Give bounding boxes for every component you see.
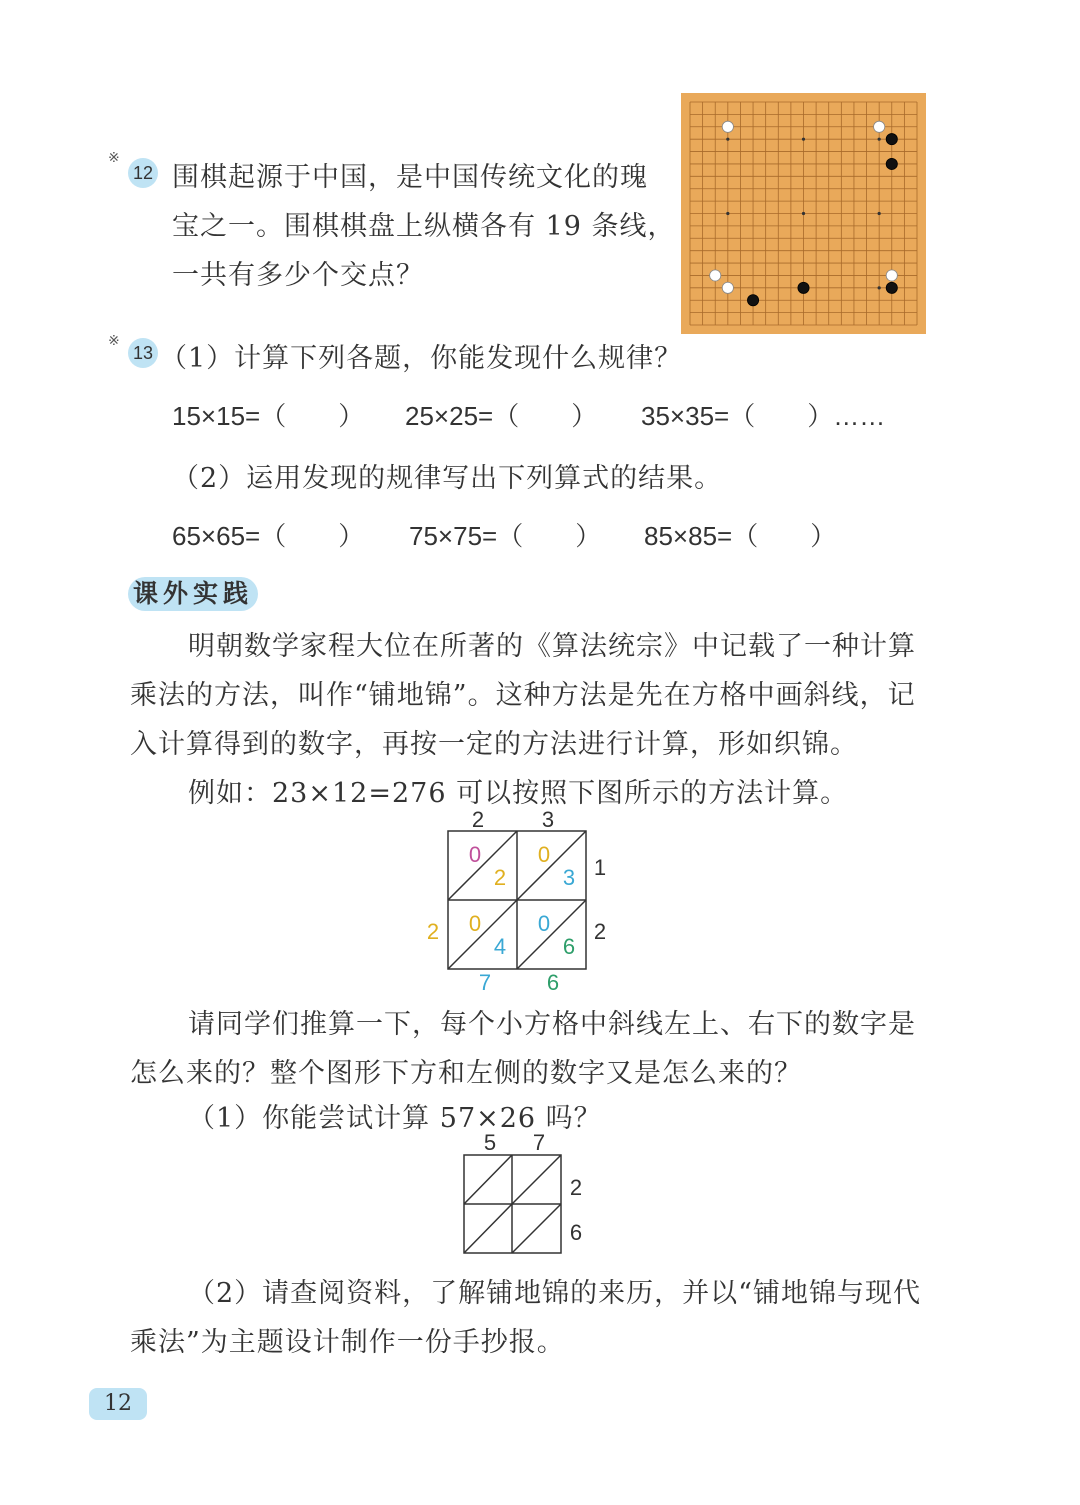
star-point (802, 212, 805, 215)
black-stone (886, 158, 897, 169)
cell-tens-digit: 0 (468, 911, 482, 936)
expression: 75×75=（ ） (409, 521, 602, 551)
right-digit: 2 (569, 1175, 583, 1200)
star-point (802, 138, 805, 141)
right-digit: 6 (569, 1220, 583, 1245)
question-number-badge: 13 (128, 338, 158, 368)
star-point (878, 138, 881, 141)
top-digit: 2 (471, 807, 485, 832)
cell-tens-digit: 0 (468, 842, 482, 867)
question-13-part-1: （1）计算下列各题，你能发现什么规律？ (160, 343, 683, 374)
section-title: 课外实践 (128, 577, 258, 611)
white-stone (722, 121, 733, 132)
expression: 15×15=（ ） (172, 401, 365, 431)
expression: 65×65=（ ） (172, 521, 365, 551)
black-stone (886, 282, 897, 293)
right-digit: 2 (593, 919, 607, 944)
black-stone (886, 134, 897, 145)
bottom-digit: 7 (478, 970, 492, 995)
expression: 85×85=（ ） (644, 521, 837, 551)
white-stone (710, 270, 721, 281)
expression: 35×35=（ ）…… (641, 401, 886, 431)
lattice-grid-example (420, 805, 640, 995)
top-digit: 7 (532, 1130, 546, 1155)
task-2-line-2: 乘法”为主题设计制作一份手抄报。 (130, 1327, 565, 1358)
cell-ones-digit: 2 (493, 865, 507, 890)
example-line: 例如：23×12=276 可以按照下图所示的方法计算。 (188, 778, 849, 809)
left-digit: 2 (426, 919, 440, 944)
white-stone (722, 282, 733, 293)
task-2-line-1: （2）请查阅资料，了解铺地锦的来历，并以“铺地锦与现代 (188, 1278, 921, 1309)
right-digit: 1 (593, 855, 607, 880)
expression: 25×25=（ ） (405, 401, 598, 431)
bottom-digit: 6 (546, 970, 560, 995)
question-12-line-3: 一共有多少个交点？ (172, 260, 424, 291)
optional-mark: ※ (108, 150, 120, 166)
lattice-diagram-example (420, 805, 640, 995)
cell-tens-digit: 0 (537, 842, 551, 867)
question-12-line-2: 宝之一。围棋棋盘上纵横各有 19 条线， (172, 211, 676, 242)
star-point (878, 212, 881, 215)
black-stone (798, 282, 809, 293)
cell-ones-digit: 6 (562, 934, 576, 959)
white-stone (886, 270, 897, 281)
question-13-part-2: （2）运用发现的规律写出下列算式的结果。 (172, 463, 723, 494)
lattice-grid-exercise (455, 1128, 605, 1258)
go-board (681, 93, 926, 334)
paragraph-line: 请同学们推算一下，每个小方格中斜线左上、右下的数字是 (188, 1009, 916, 1040)
question-12-line-1: 围棋起源于中国，是中国传统文化的瑰 (172, 162, 648, 193)
paragraph-line: 明朝数学家程大位在所著的《算法统宗》中记载了一种计算 (188, 631, 916, 662)
white-stone (874, 121, 885, 132)
star-point (726, 138, 729, 141)
black-stone (747, 295, 758, 306)
cell-ones-digit: 4 (493, 934, 507, 959)
top-digit: 3 (541, 807, 555, 832)
task-1: （1）你能尝试计算 57×26 吗？ (188, 1103, 602, 1134)
star-point (726, 212, 729, 215)
top-digit: 5 (483, 1130, 497, 1155)
star-point (878, 286, 881, 289)
paragraph-line: 怎么来的？整个图形下方和左侧的数字又是怎么来的？ (130, 1058, 802, 1089)
go-board-illustration (681, 93, 926, 334)
optional-mark: ※ (108, 333, 120, 349)
page-number: 12 (89, 1388, 147, 1420)
lattice-diagram-exercise (455, 1128, 605, 1258)
cell-tens-digit: 0 (537, 911, 551, 936)
paragraph-line: 入计算得到的数字，再按一定的方法进行计算，形如织锦。 (130, 729, 858, 760)
cell-ones-digit: 3 (562, 865, 576, 890)
question-number-badge: 12 (128, 158, 158, 188)
paragraph-line: 乘法的方法，叫作“铺地锦”。这种方法是先在方格中画斜线，记 (130, 680, 916, 711)
